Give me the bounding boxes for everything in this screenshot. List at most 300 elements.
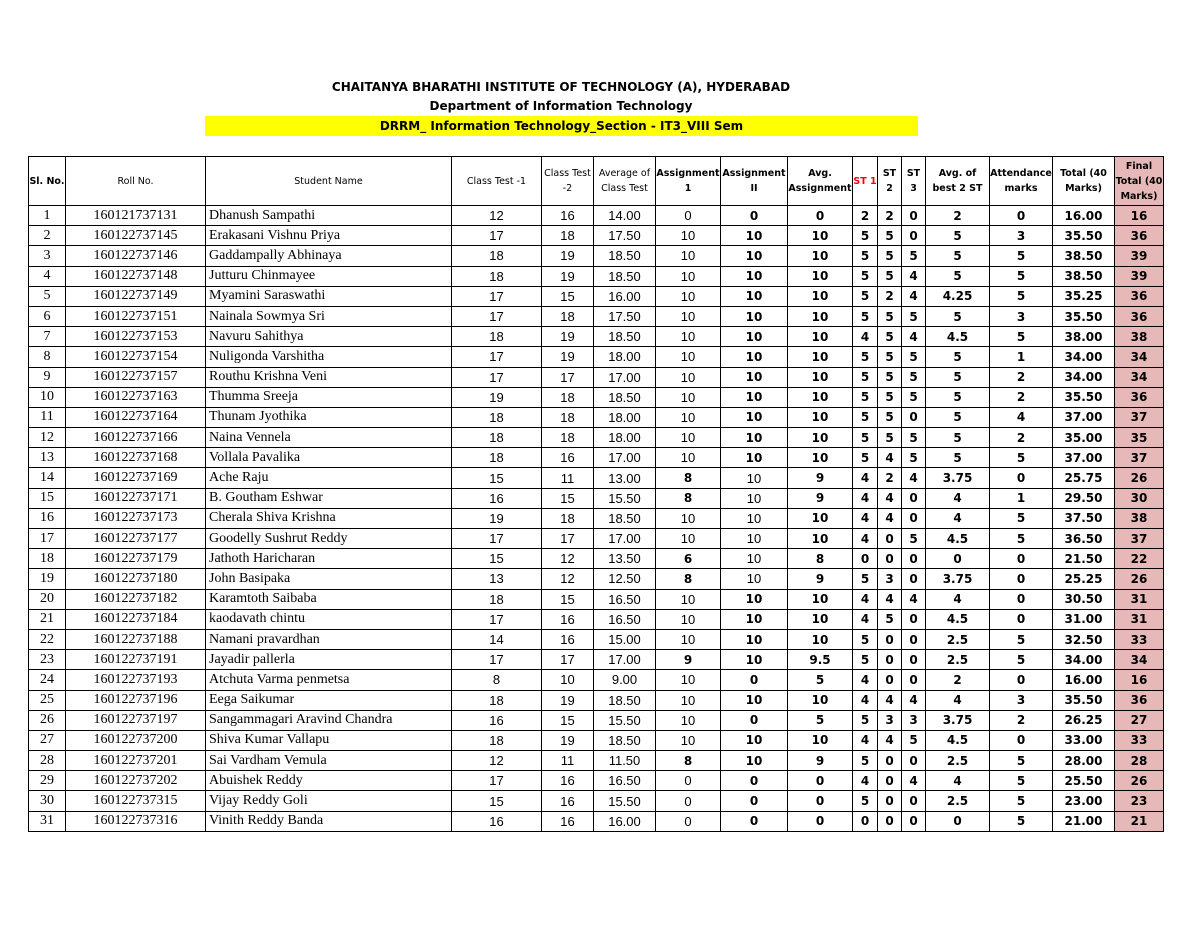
cell-assignment-1: 10	[656, 730, 721, 750]
table-row	[29, 286, 1164, 306]
cell-final-total: 36	[1115, 306, 1164, 326]
table-row	[29, 730, 1164, 750]
cell-avg-best-2-st: 2	[926, 670, 990, 690]
cell-total: 35.50	[1053, 226, 1115, 246]
cell-sl-no: 23	[29, 650, 66, 670]
cell-class-test-1: 15	[452, 468, 542, 488]
col-header-avg-best-2-st: Avg. of best 2 ST	[926, 157, 990, 206]
cell-avg-best-2-st: 2.5	[926, 751, 990, 771]
cell-total: 33.00	[1053, 730, 1115, 750]
cell-total: 35.25	[1053, 286, 1115, 306]
cell-avg-assignment: 10	[788, 609, 853, 629]
cell-student-name: Jutturu Chinmayee	[206, 266, 452, 286]
cell-student-name: B. Goutham Eshwar	[206, 488, 452, 508]
cell-class-test-2: 11	[542, 468, 594, 488]
table-row	[29, 549, 1164, 569]
cell-student-name: Thunam Jyothika	[206, 407, 452, 427]
table-row	[29, 468, 1164, 488]
cell-st3: 4	[902, 468, 926, 488]
cell-sl-no: 12	[29, 428, 66, 448]
table-row	[29, 589, 1164, 609]
cell-assignment-1: 10	[656, 286, 721, 306]
cell-sl-no: 28	[29, 751, 66, 771]
cell-final-total: 21	[1115, 811, 1164, 831]
cell-total: 38.00	[1053, 327, 1115, 347]
cell-st3: 0	[902, 751, 926, 771]
cell-average-class-test: 18.00	[594, 428, 656, 448]
cell-roll-no: 160122737202	[66, 771, 206, 791]
cell-class-test-1: 8	[452, 670, 542, 690]
cell-assignment-2: 0	[721, 206, 788, 226]
cell-avg-assignment: 0	[788, 206, 853, 226]
cell-assignment-2: 10	[721, 690, 788, 710]
cell-assignment-2: 10	[721, 589, 788, 609]
cell-st3: 5	[902, 529, 926, 549]
cell-average-class-test: 18.50	[594, 690, 656, 710]
cell-roll-no: 160122737180	[66, 569, 206, 589]
marks-table	[28, 156, 1164, 832]
cell-total: 21.00	[1053, 811, 1115, 831]
table-row	[29, 609, 1164, 629]
cell-attendance-marks: 0	[990, 589, 1053, 609]
cell-avg-best-2-st: 4	[926, 589, 990, 609]
cell-avg-best-2-st: 0	[926, 549, 990, 569]
cell-assignment-2: 0	[721, 771, 788, 791]
cell-student-name: Erakasani Vishnu Priya	[206, 226, 452, 246]
col-header-st3: ST 3	[902, 157, 926, 206]
cell-final-total: 36	[1115, 387, 1164, 407]
cell-st3: 4	[902, 771, 926, 791]
table-row	[29, 508, 1164, 528]
cell-sl-no: 21	[29, 609, 66, 629]
cell-class-test-1: 17	[452, 306, 542, 326]
cell-st3: 4	[902, 327, 926, 347]
cell-st1: 4	[853, 327, 878, 347]
cell-student-name: Karamtoth Saibaba	[206, 589, 452, 609]
cell-st3: 5	[902, 347, 926, 367]
table-row	[29, 226, 1164, 246]
cell-final-total: 27	[1115, 710, 1164, 730]
cell-student-name: Nuligonda Varshitha	[206, 347, 452, 367]
cell-student-name: Gaddampally Abhinaya	[206, 246, 452, 266]
cell-average-class-test: 16.50	[594, 609, 656, 629]
cell-roll-no: 160122737146	[66, 246, 206, 266]
cell-assignment-2: 10	[721, 387, 788, 407]
cell-avg-best-2-st: 5	[926, 266, 990, 286]
cell-roll-no: 160122737201	[66, 751, 206, 771]
cell-class-test-2: 19	[542, 347, 594, 367]
cell-final-total: 26	[1115, 771, 1164, 791]
cell-avg-assignment: 0	[788, 811, 853, 831]
cell-roll-no: 160122737193	[66, 670, 206, 690]
cell-assignment-2: 10	[721, 306, 788, 326]
cell-roll-no: 160122737196	[66, 690, 206, 710]
cell-assignment-2: 10	[721, 488, 788, 508]
cell-class-test-2: 18	[542, 428, 594, 448]
cell-avg-assignment: 0	[788, 791, 853, 811]
cell-assignment-2: 10	[721, 529, 788, 549]
cell-average-class-test: 15.00	[594, 629, 656, 649]
cell-class-test-2: 16	[542, 811, 594, 831]
cell-total: 38.50	[1053, 246, 1115, 266]
cell-st1: 5	[853, 347, 878, 367]
cell-assignment-2: 10	[721, 428, 788, 448]
cell-st2: 0	[878, 811, 902, 831]
cell-assignment-2: 0	[721, 670, 788, 690]
cell-student-name: Nainala Sowmya Sri	[206, 306, 452, 326]
cell-sl-no: 11	[29, 407, 66, 427]
cell-final-total: 37	[1115, 407, 1164, 427]
cell-average-class-test: 17.00	[594, 367, 656, 387]
cell-student-name: Vollala Pavalika	[206, 448, 452, 468]
cell-total: 34.00	[1053, 367, 1115, 387]
cell-final-total: 23	[1115, 791, 1164, 811]
cell-avg-best-2-st: 3.75	[926, 710, 990, 730]
department-title: Department of Information Technology	[429, 99, 693, 113]
cell-sl-no: 17	[29, 529, 66, 549]
cell-assignment-2: 10	[721, 609, 788, 629]
cell-total: 25.75	[1053, 468, 1115, 488]
cell-attendance-marks: 5	[990, 266, 1053, 286]
cell-class-test-1: 14	[452, 629, 542, 649]
cell-sl-no: 4	[29, 266, 66, 286]
cell-sl-no: 16	[29, 508, 66, 528]
cell-total: 16.00	[1053, 670, 1115, 690]
cell-st1: 4	[853, 468, 878, 488]
col-header-average-class-test: Average of Class Test	[594, 157, 656, 206]
cell-student-name: Goodelly Sushrut Reddy	[206, 529, 452, 549]
cell-st2: 5	[878, 347, 902, 367]
cell-st2: 0	[878, 791, 902, 811]
cell-total: 35.00	[1053, 428, 1115, 448]
cell-student-name: Eega Saikumar	[206, 690, 452, 710]
cell-final-total: 37	[1115, 448, 1164, 468]
cell-st2: 4	[878, 730, 902, 750]
header-row	[29, 157, 1164, 206]
cell-average-class-test: 18.50	[594, 387, 656, 407]
cell-attendance-marks: 5	[990, 650, 1053, 670]
cell-avg-assignment: 10	[788, 407, 853, 427]
cell-roll-no: 160122737177	[66, 529, 206, 549]
cell-assignment-1: 10	[656, 529, 721, 549]
cell-attendance-marks: 5	[990, 811, 1053, 831]
cell-avg-best-2-st: 3.75	[926, 468, 990, 488]
cell-st1: 4	[853, 670, 878, 690]
cell-st1: 5	[853, 226, 878, 246]
cell-st3: 0	[902, 569, 926, 589]
cell-roll-no: 160122737184	[66, 609, 206, 629]
cell-st1: 4	[853, 589, 878, 609]
table-row	[29, 690, 1164, 710]
cell-roll-no: 160122737153	[66, 327, 206, 347]
cell-roll-no: 160122737197	[66, 710, 206, 730]
cell-assignment-1: 10	[656, 609, 721, 629]
cell-st2: 5	[878, 266, 902, 286]
cell-total: 21.50	[1053, 549, 1115, 569]
cell-st3: 5	[902, 246, 926, 266]
table-row	[29, 629, 1164, 649]
cell-class-test-2: 17	[542, 367, 594, 387]
cell-total: 35.50	[1053, 306, 1115, 326]
table-row	[29, 670, 1164, 690]
cell-roll-no: 160122737316	[66, 811, 206, 831]
cell-assignment-1: 10	[656, 407, 721, 427]
cell-st1: 4	[853, 730, 878, 750]
cell-sl-no: 31	[29, 811, 66, 831]
cell-st2: 4	[878, 488, 902, 508]
cell-average-class-test: 18.50	[594, 508, 656, 528]
cell-st3: 3	[902, 710, 926, 730]
cell-avg-best-2-st: 2.5	[926, 791, 990, 811]
table-row	[29, 206, 1164, 226]
cell-sl-no: 19	[29, 569, 66, 589]
cell-st2: 4	[878, 690, 902, 710]
cell-roll-no: 160122737149	[66, 286, 206, 306]
table-row	[29, 710, 1164, 730]
cell-avg-best-2-st: 4	[926, 488, 990, 508]
cell-student-name: Sangammagari Aravind Chandra	[206, 710, 452, 730]
cell-class-test-2: 17	[542, 529, 594, 549]
cell-assignment-2: 10	[721, 347, 788, 367]
cell-average-class-test: 15.50	[594, 791, 656, 811]
table-row	[29, 387, 1164, 407]
institute-title: CHAITANYA BHARATHI INSTITUTE OF TECHNOLOGY (A), HYDERABAD	[331, 80, 791, 94]
cell-attendance-marks: 5	[990, 286, 1053, 306]
cell-student-name: Jayadir pallerla	[206, 650, 452, 670]
cell-st2: 5	[878, 407, 902, 427]
cell-class-test-1: 16	[452, 811, 542, 831]
cell-total: 35.50	[1053, 690, 1115, 710]
cell-final-total: 36	[1115, 226, 1164, 246]
cell-final-total: 34	[1115, 347, 1164, 367]
cell-final-total: 39	[1115, 246, 1164, 266]
cell-sl-no: 18	[29, 549, 66, 569]
cell-final-total: 38	[1115, 327, 1164, 347]
cell-average-class-test: 16.00	[594, 811, 656, 831]
cell-st1: 2	[853, 206, 878, 226]
table-row	[29, 771, 1164, 791]
cell-class-test-1: 12	[452, 751, 542, 771]
cell-student-name: Vinith Reddy Banda	[206, 811, 452, 831]
table-row	[29, 367, 1164, 387]
cell-sl-no: 26	[29, 710, 66, 730]
cell-total: 31.00	[1053, 609, 1115, 629]
cell-roll-no: 160122737169	[66, 468, 206, 488]
cell-sl-no: 24	[29, 670, 66, 690]
cell-avg-best-2-st: 5	[926, 347, 990, 367]
cell-class-test-1: 18	[452, 589, 542, 609]
cell-student-name: John Basipaka	[206, 569, 452, 589]
cell-st2: 5	[878, 246, 902, 266]
cell-st3: 4	[902, 589, 926, 609]
cell-class-test-1: 17	[452, 650, 542, 670]
cell-st2: 0	[878, 549, 902, 569]
cell-avg-assignment: 8	[788, 549, 853, 569]
cell-assignment-1: 10	[656, 508, 721, 528]
cell-class-test-2: 18	[542, 508, 594, 528]
cell-average-class-test: 17.00	[594, 529, 656, 549]
cell-class-test-2: 16	[542, 448, 594, 468]
cell-attendance-marks: 5	[990, 771, 1053, 791]
cell-avg-assignment: 10	[788, 629, 853, 649]
cell-attendance-marks: 5	[990, 327, 1053, 347]
cell-attendance-marks: 0	[990, 609, 1053, 629]
cell-st3: 0	[902, 670, 926, 690]
cell-st1: 4	[853, 508, 878, 528]
cell-total: 36.50	[1053, 529, 1115, 549]
col-header-roll-no: Roll No.	[66, 157, 206, 206]
cell-avg-best-2-st: 5	[926, 367, 990, 387]
cell-st3: 4	[902, 286, 926, 306]
cell-attendance-marks: 4	[990, 407, 1053, 427]
col-header-total: Total (40 Marks)	[1053, 157, 1115, 206]
cell-sl-no: 3	[29, 246, 66, 266]
cell-st1: 5	[853, 266, 878, 286]
cell-assignment-2: 10	[721, 226, 788, 246]
cell-sl-no: 9	[29, 367, 66, 387]
cell-assignment-1: 10	[656, 387, 721, 407]
cell-attendance-marks: 0	[990, 569, 1053, 589]
table-row	[29, 266, 1164, 286]
table-row	[29, 407, 1164, 427]
col-header-final-total: Final Total (40 Marks)	[1115, 157, 1164, 206]
cell-st2: 0	[878, 670, 902, 690]
cell-st3: 5	[902, 448, 926, 468]
cell-class-test-2: 15	[542, 286, 594, 306]
cell-avg-assignment: 10	[788, 226, 853, 246]
cell-assignment-2: 10	[721, 569, 788, 589]
cell-average-class-test: 12.50	[594, 569, 656, 589]
cell-avg-best-2-st: 3.75	[926, 569, 990, 589]
table-row	[29, 529, 1164, 549]
cell-roll-no: 160122737164	[66, 407, 206, 427]
cell-class-test-1: 18	[452, 690, 542, 710]
cell-st1: 5	[853, 367, 878, 387]
col-header-avg-assignment: Avg. Assignment	[788, 157, 853, 206]
cell-average-class-test: 16.50	[594, 771, 656, 791]
cell-total: 29.50	[1053, 488, 1115, 508]
cell-avg-assignment: 10	[788, 306, 853, 326]
cell-st2: 5	[878, 327, 902, 347]
cell-class-test-1: 17	[452, 529, 542, 549]
cell-assignment-1: 8	[656, 488, 721, 508]
cell-class-test-2: 18	[542, 226, 594, 246]
cell-assignment-1: 9	[656, 650, 721, 670]
cell-final-total: 26	[1115, 569, 1164, 589]
cell-class-test-1: 17	[452, 771, 542, 791]
cell-class-test-2: 18	[542, 387, 594, 407]
cell-sl-no: 27	[29, 730, 66, 750]
col-header-student-name: Student Name	[206, 157, 452, 206]
marks-table-body	[29, 206, 1164, 832]
cell-assignment-1: 0	[656, 791, 721, 811]
cell-average-class-test: 18.00	[594, 407, 656, 427]
cell-attendance-marks: 5	[990, 629, 1053, 649]
cell-assignment-2: 10	[721, 327, 788, 347]
cell-st1: 5	[853, 306, 878, 326]
cell-average-class-test: 18.50	[594, 730, 656, 750]
cell-roll-no: 160122737148	[66, 266, 206, 286]
cell-average-class-test: 16.50	[594, 589, 656, 609]
cell-avg-assignment: 5	[788, 670, 853, 690]
cell-st2: 3	[878, 569, 902, 589]
cell-total: 32.50	[1053, 629, 1115, 649]
table-row	[29, 751, 1164, 771]
cell-st3: 0	[902, 488, 926, 508]
cell-st1: 5	[853, 246, 878, 266]
cell-sl-no: 2	[29, 226, 66, 246]
cell-average-class-test: 9.00	[594, 670, 656, 690]
cell-assignment-2: 10	[721, 367, 788, 387]
cell-st2: 0	[878, 751, 902, 771]
cell-roll-no: 160122737151	[66, 306, 206, 326]
cell-sl-no: 5	[29, 286, 66, 306]
cell-final-total: 33	[1115, 629, 1164, 649]
cell-student-name: Sai Vardham Vemula	[206, 751, 452, 771]
cell-avg-assignment: 10	[788, 246, 853, 266]
cell-average-class-test: 16.00	[594, 286, 656, 306]
cell-final-total: 26	[1115, 468, 1164, 488]
cell-sl-no: 7	[29, 327, 66, 347]
cell-total: 34.00	[1053, 347, 1115, 367]
cell-sl-no: 6	[29, 306, 66, 326]
cell-class-test-1: 16	[452, 710, 542, 730]
cell-st3: 5	[902, 730, 926, 750]
cell-class-test-2: 19	[542, 327, 594, 347]
cell-attendance-marks: 0	[990, 206, 1053, 226]
cell-total: 25.25	[1053, 569, 1115, 589]
cell-assignment-2: 0	[721, 811, 788, 831]
cell-total: 37.50	[1053, 508, 1115, 528]
cell-st2: 2	[878, 206, 902, 226]
cell-final-total: 31	[1115, 609, 1164, 629]
cell-student-name: Naina Vennela	[206, 428, 452, 448]
cell-assignment-1: 10	[656, 448, 721, 468]
cell-st3: 0	[902, 609, 926, 629]
cell-sl-no: 14	[29, 468, 66, 488]
cell-attendance-marks: 2	[990, 710, 1053, 730]
cell-class-test-1: 17	[452, 226, 542, 246]
cell-assignment-2: 10	[721, 650, 788, 670]
cell-roll-no: 160122737191	[66, 650, 206, 670]
cell-assignment-2: 10	[721, 468, 788, 488]
cell-avg-assignment: 10	[788, 347, 853, 367]
cell-class-test-1: 15	[452, 549, 542, 569]
cell-class-test-2: 18	[542, 306, 594, 326]
cell-sl-no: 22	[29, 629, 66, 649]
cell-class-test-1: 13	[452, 569, 542, 589]
cell-student-name: Cherala Shiva Krishna	[206, 508, 452, 528]
cell-student-name: Myamini Saraswathi	[206, 286, 452, 306]
cell-attendance-marks: 5	[990, 508, 1053, 528]
cell-st3: 0	[902, 226, 926, 246]
table-row	[29, 650, 1164, 670]
cell-st1: 4	[853, 690, 878, 710]
cell-student-name: Ache Raju	[206, 468, 452, 488]
table-row	[29, 428, 1164, 448]
cell-student-name: kaodavath chintu	[206, 609, 452, 629]
cell-final-total: 30	[1115, 488, 1164, 508]
cell-sl-no: 10	[29, 387, 66, 407]
cell-final-total: 33	[1115, 730, 1164, 750]
cell-assignment-2: 10	[721, 751, 788, 771]
cell-st3: 5	[902, 367, 926, 387]
table-row	[29, 347, 1164, 367]
cell-avg-best-2-st: 2.5	[926, 650, 990, 670]
cell-class-test-1: 17	[452, 347, 542, 367]
cell-st3: 0	[902, 508, 926, 528]
cell-avg-best-2-st: 5	[926, 448, 990, 468]
